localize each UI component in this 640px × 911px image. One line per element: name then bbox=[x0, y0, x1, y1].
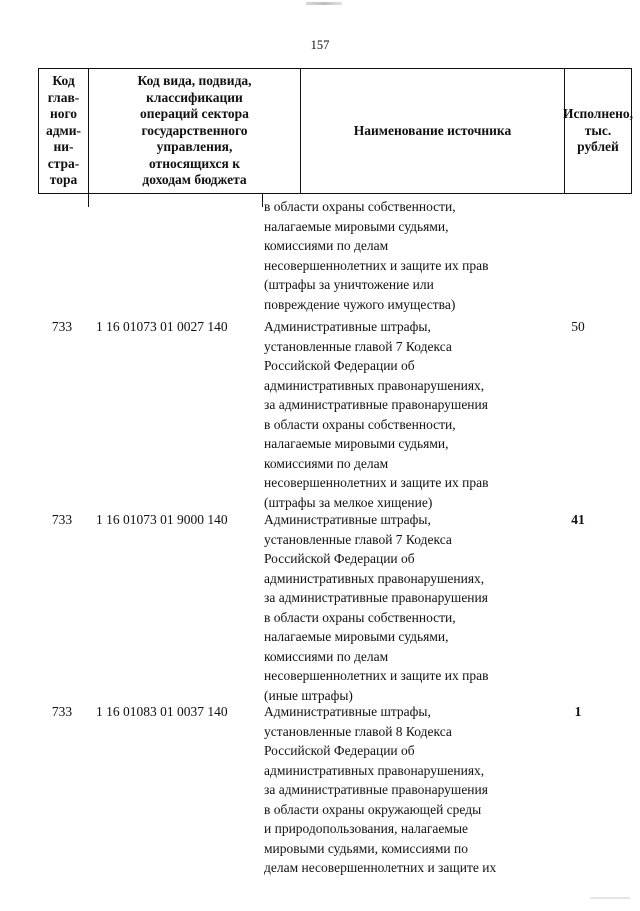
scan-artifact-bottom bbox=[590, 897, 630, 899]
column-divider-tick bbox=[262, 193, 263, 207]
row-source-name: Административные штрафы, установленные главой 7 Кодекса Российской Федерации об административных правонарушениях, за административные правонарушения в области охраны собственности, налагаемые мировыми судьями, комиссиями по делам несовершеннолетних и защите их прав (иные штрафы) bbox=[264, 512, 489, 703]
header-admin-code: Код глав- ного адми- ни- стра- тора bbox=[39, 69, 89, 193]
row-classification-code: 1 16 01073 01 9000 140 bbox=[96, 512, 228, 527]
page-number: 157 bbox=[310, 38, 330, 52]
row-source-name: Административные штрафы, установленные главой 7 Кодекса Российской Федерации об административных правонарушениях, за административные правонарушения в области охраны собственности, налагаемые мировыми судьями, комиссиями по делам несовершеннолетних и защите их прав (штрафы за мелкое хищение) bbox=[264, 319, 489, 510]
column-divider-tick bbox=[88, 193, 89, 207]
header-executed: Исполнено, тыс. рублей bbox=[562, 106, 634, 155]
row-source-name: Административные штрафы, установленные главой 8 Кодекса Российской Федерации об административных правонарушениях, за административные правонарушения в области охраны окружающей среды и природопользования, налагаемые мировыми судьями, комиссиями по делам несовершеннолетних и защите их bbox=[264, 704, 497, 875]
row-amount: 1 bbox=[574, 704, 582, 719]
row-amount: 50 bbox=[571, 319, 585, 334]
row-admin-code: 733 bbox=[51, 512, 73, 527]
continuation-text: в области охраны собственности, налагаемые мировыми судьями, комиссиями по делам несовершеннолетних и защите их прав (штрафы за уничтожение или повреждение чужого имущества) bbox=[264, 199, 489, 312]
table-header bbox=[38, 68, 632, 194]
row-classification-code: 1 16 01083 01 0037 140 bbox=[96, 704, 228, 719]
row-classification-code: 1 16 01073 01 0027 140 bbox=[96, 319, 228, 334]
row-amount: 41 bbox=[571, 512, 585, 527]
scan-artifact-top bbox=[306, 2, 342, 5]
header-classification-code: Код вида, подвида, классификации операций сектора государственного управления, относящихся к доходам бюджета bbox=[89, 69, 301, 193]
header-source-name: Наименование источника bbox=[301, 69, 565, 193]
row-admin-code: 733 bbox=[51, 704, 73, 719]
row-admin-code: 733 bbox=[51, 319, 73, 334]
